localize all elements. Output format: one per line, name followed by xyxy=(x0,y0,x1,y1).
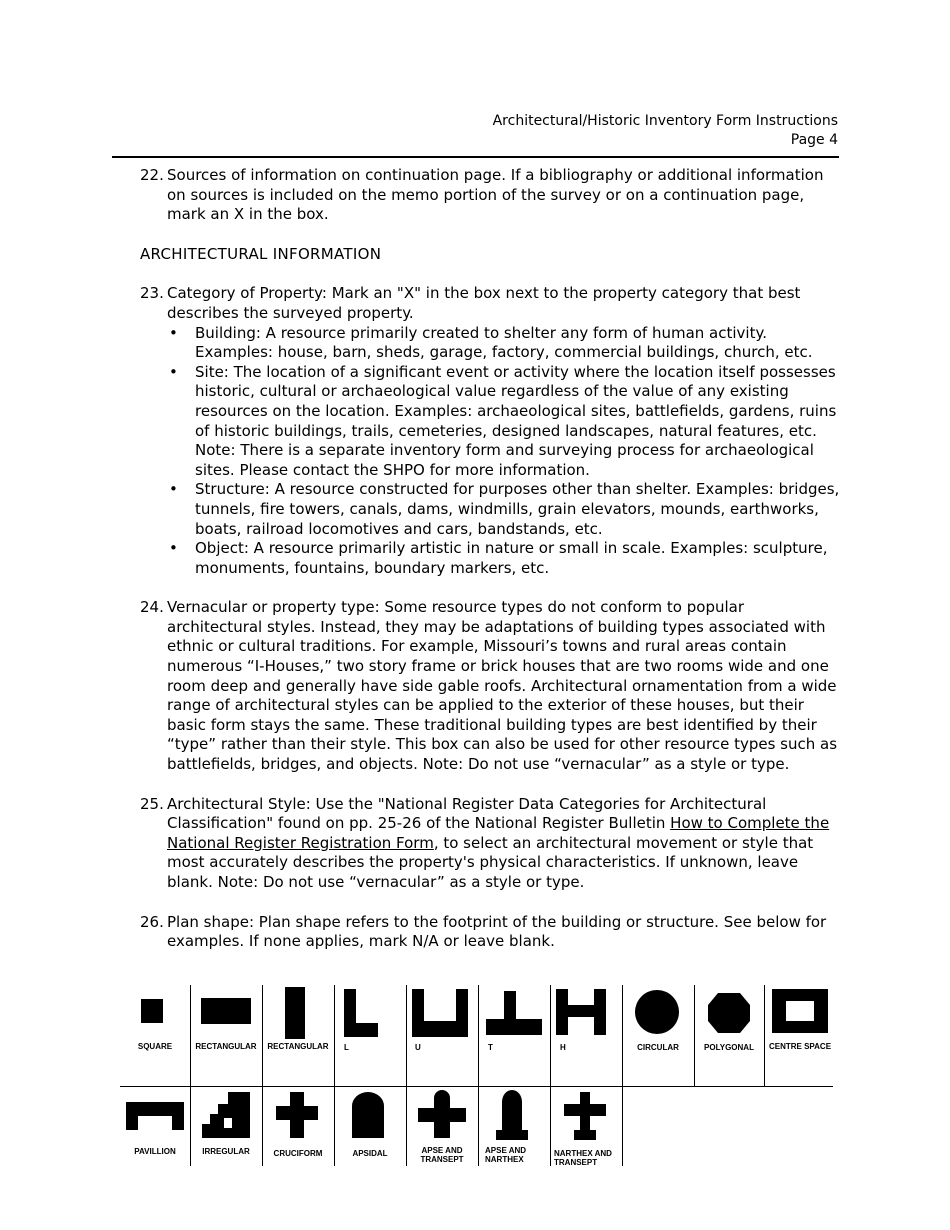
bulletin-title-link: How to Complete the National Register Registration Form xyxy=(167,814,830,852)
rectangular-tall-plan-icon xyxy=(262,985,334,1045)
item-24 xyxy=(140,598,840,774)
apse-and-transept-plan-icon xyxy=(406,1088,478,1144)
plan-shape-pavillion xyxy=(120,1088,190,1168)
item-23 xyxy=(140,284,840,578)
rectangular-wide-plan-icon xyxy=(190,985,262,1045)
plan-shape-u xyxy=(406,985,478,1085)
plan-shape-polygonal xyxy=(694,985,764,1085)
item-number: 25. xyxy=(140,794,164,813)
u-plan-icon xyxy=(406,985,478,1045)
item-text: Plan shape: Plan shape refers to the footprint of the building or structure. See below for examples. If none applies, mark N/A or leave blank. xyxy=(167,912,827,951)
list-item xyxy=(167,324,840,363)
category-list xyxy=(167,324,840,579)
section-heading: ARCHITECTURAL INFORMATION xyxy=(140,244,382,263)
h-plan-icon xyxy=(550,985,622,1045)
item-text: Architectural Style: Use the "National Register Data Categories for Architectural Classification" found on pp. 25-26 of the National Register Bulletin xyxy=(167,794,767,833)
item-number: 22. xyxy=(140,166,164,184)
bullet-text: Building: A resource primarily created to shelter any form of human activity. Examples: house, barn, sheds, garage, factory, commercial buildings, church, etc. xyxy=(195,323,813,362)
shape-label: L xyxy=(344,1043,349,1052)
shape-label: APSE AND NARTHEX xyxy=(485,1146,527,1164)
item-22 xyxy=(140,166,840,225)
grid-line xyxy=(120,1086,833,1087)
bullet: • xyxy=(169,539,178,558)
circular-plan-icon xyxy=(622,985,694,1045)
plan-shape-l xyxy=(334,985,406,1085)
bullet-text: Site: The location of a significant event or activity where the location itself possesses historic, cultural or archaeological value regardless of the value of any existing resources on the location. Examples: archaeological sites, battlefields, gardens, ruins of historic buildings, trails, cemeteries, designed landscapes, natural features, etc. Note: There is a separate inventory form and surveying process for archaeological sites. Please contact the SHPO for more information. xyxy=(195,362,837,479)
shape-label: NARTHEX AND TRANSEPT xyxy=(554,1149,612,1167)
shape-label: CRUCIFORM xyxy=(273,1149,323,1158)
item-26 xyxy=(140,913,840,952)
plan-shape-irregular xyxy=(190,1088,262,1168)
list-item xyxy=(167,363,840,481)
list-item xyxy=(167,480,840,539)
shape-label: APSIDAL xyxy=(352,1149,388,1158)
item-25 xyxy=(140,795,840,893)
plan-shape-centre-space xyxy=(764,985,836,1085)
grid-line xyxy=(622,1086,623,1166)
bullet: • xyxy=(169,480,178,499)
page-header xyxy=(493,112,838,150)
item-text: Sources of information on continuation page. If a bibliography or additional information on sources is included on the memo portion of the survey or on a continuation page, mark an X in the box. xyxy=(167,166,824,224)
shape-label: U xyxy=(415,1043,421,1052)
page-number: Page 4 xyxy=(790,132,838,148)
t-plan-icon xyxy=(478,985,550,1045)
bullet: • xyxy=(169,362,178,381)
plan-shape-apsidal xyxy=(334,1088,406,1168)
instructions-body xyxy=(140,166,840,952)
plan-shape-rectangular-tall xyxy=(262,985,334,1085)
header-rule xyxy=(112,156,839,158)
apsidal-plan-icon xyxy=(334,1088,406,1144)
irregular-plan-icon xyxy=(190,1088,262,1144)
square-plan-icon xyxy=(120,985,190,1045)
centre-space-plan-icon xyxy=(764,985,836,1045)
item-number: 24. xyxy=(140,598,164,617)
narthex-and-transept-plan-icon xyxy=(550,1088,622,1144)
plan-shape-h xyxy=(550,985,622,1085)
document-title: Architectural/Historic Inventory Form Instructions xyxy=(492,113,838,129)
plan-shape-square xyxy=(120,985,190,1085)
bullet-text: Structure: A resource constructed for purposes other than shelter. Examples: bridges, tunnels, fire towers, canals, dams, windmills, grain elevators, mounds, earthworks, boats, railroad locomotives and cars, bandstands, etc. xyxy=(195,480,840,538)
shape-label: T xyxy=(488,1043,493,1052)
plan-shape-apse-and-narthex xyxy=(478,1088,550,1168)
shape-label: RECTANGULAR xyxy=(195,1042,257,1051)
plan-shape-chart xyxy=(120,985,835,1170)
item-text: Vernacular or property type: Some resource types do not conform to popular architectural styles. Instead, they may be adaptations of building types associated with ethnic or cultural traditions. For example, Missouri’s towns and rural areas contain numerous “I-Houses,” two story frame or brick houses that are two rooms wide and one room deep and generally have side gable roofs. Architectural ornamentation from a wide range of architectural styles can be applied to the exterior of these houses, but their basic form stays the same. These traditional building types are best identified by their “type” rather than their style. This box can also be used for other resource types such as battlefields, bridges, and objects. Note: Do not use “vernacular” as a style or type. xyxy=(167,598,838,774)
bullet-text: Object: A resource primarily artistic in nature or small in scale. Examples: sculpture, monuments, fountains, boundary markers, etc. xyxy=(195,539,828,577)
shape-label: POLYGONAL xyxy=(704,1043,754,1052)
bullet: • xyxy=(169,323,178,342)
apse-and-narthex-plan-icon xyxy=(478,1088,550,1144)
shape-label: IRREGULAR xyxy=(202,1147,250,1156)
plan-shape-narthex-and-transept xyxy=(550,1088,622,1168)
item-text: Category of Property: Mark an "X" in the box next to the property category that best describes the surveyed property. xyxy=(167,284,801,322)
l-plan-icon xyxy=(334,985,406,1045)
plan-shape-rectangular-wide xyxy=(190,985,262,1085)
shape-label: APSE AND TRANSEPT xyxy=(420,1146,464,1164)
shape-label: CIRCULAR xyxy=(637,1043,679,1052)
shape-label: RECTANGULAR xyxy=(267,1042,329,1051)
shape-label: SQUARE xyxy=(137,1042,173,1051)
polygonal-plan-icon xyxy=(694,985,764,1045)
cruciform-plan-icon xyxy=(262,1088,334,1144)
plan-shape-cruciform xyxy=(262,1088,334,1168)
pavillion-plan-icon xyxy=(120,1088,190,1144)
list-item xyxy=(167,539,840,578)
item-text-cont: , to select an architectural movement or style that most accurately describes the property's physical characteristics. If unknown, leave blank. Note: Do not use “vernacular” as a style or type. xyxy=(167,833,814,891)
shape-label: H xyxy=(560,1043,566,1052)
item-number: 23. xyxy=(140,284,164,303)
plan-shape-apse-and-transept xyxy=(406,1088,478,1168)
plan-shape-t xyxy=(478,985,550,1085)
shape-label: CENTRE SPACE xyxy=(768,1042,832,1051)
item-number: 26. xyxy=(140,912,164,931)
plan-shape-circular xyxy=(622,985,694,1085)
shape-label: PAVILLION xyxy=(134,1147,176,1156)
